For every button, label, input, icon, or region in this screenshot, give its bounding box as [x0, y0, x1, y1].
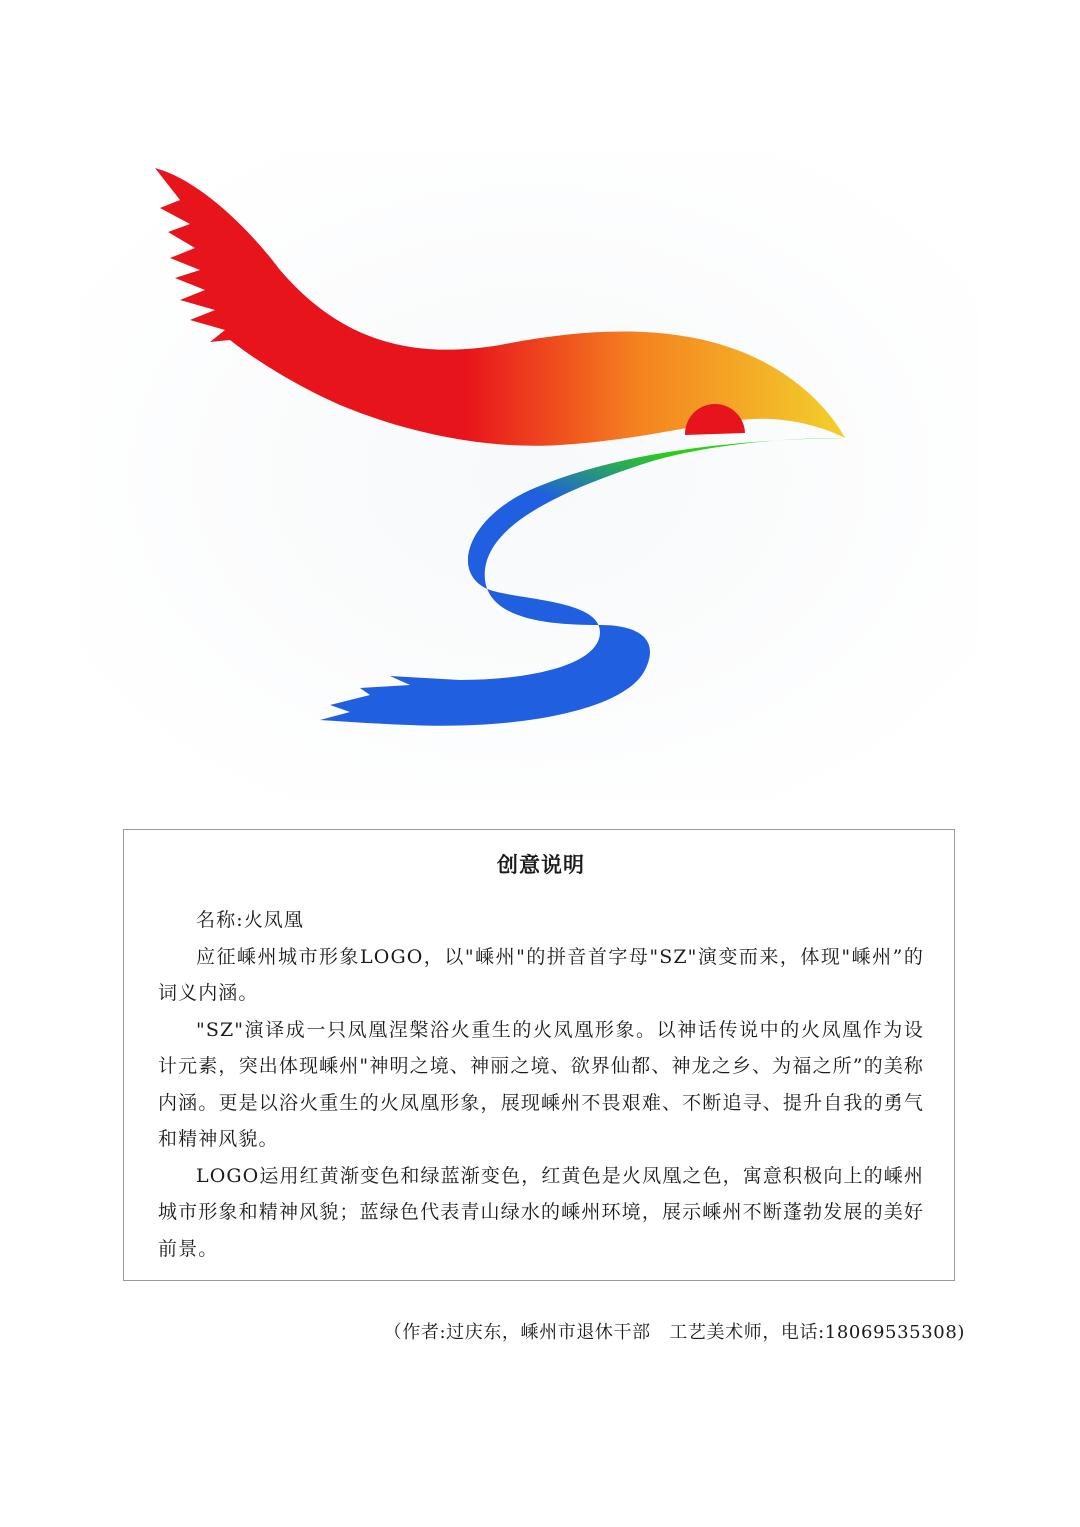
- description-paragraph: 应征嵊州城市形象LOGO，以"嵊州"的拼音首字母"SZ"演变而来，体现"嵊州”的词义内涵。: [158, 945, 924, 1004]
- creative-description-box: [123, 829, 955, 1281]
- description-paragraph: "SZ"演译成一只凤凰涅槃浴火重生的火凤凰形象。以神话传说中的火凤凰作为设计元素，突出体现嵊州"神明之境、神丽之境、欲界仙都、神龙之乡、为福之所”的美称内涵。更是以浴火重生的火凤凰形象，展现嵊州不畏艰难、不断追寻、提升自我的勇气和精神风貌。: [158, 1018, 924, 1150]
- description-title: 创意说明: [497, 853, 585, 877]
- logo-name-line: 名称:火凤凰: [196, 909, 305, 931]
- author-credit: （作者:过庆东，嵊州市退休干部 工艺美术师，电话:18069535308): [383, 1322, 965, 1343]
- description-paragraph: LOGO运用红黄渐变色和绿蓝渐变色，红黄色是火凤凰之色，寓意积极向上的嵊州城市形象和精神风貌；蓝绿色代表青山绿水的嵊州环境，展示嵊州不断蓬勃发展的美好前景。: [158, 1164, 924, 1260]
- phoenix-sz-logo: [80, 120, 980, 800]
